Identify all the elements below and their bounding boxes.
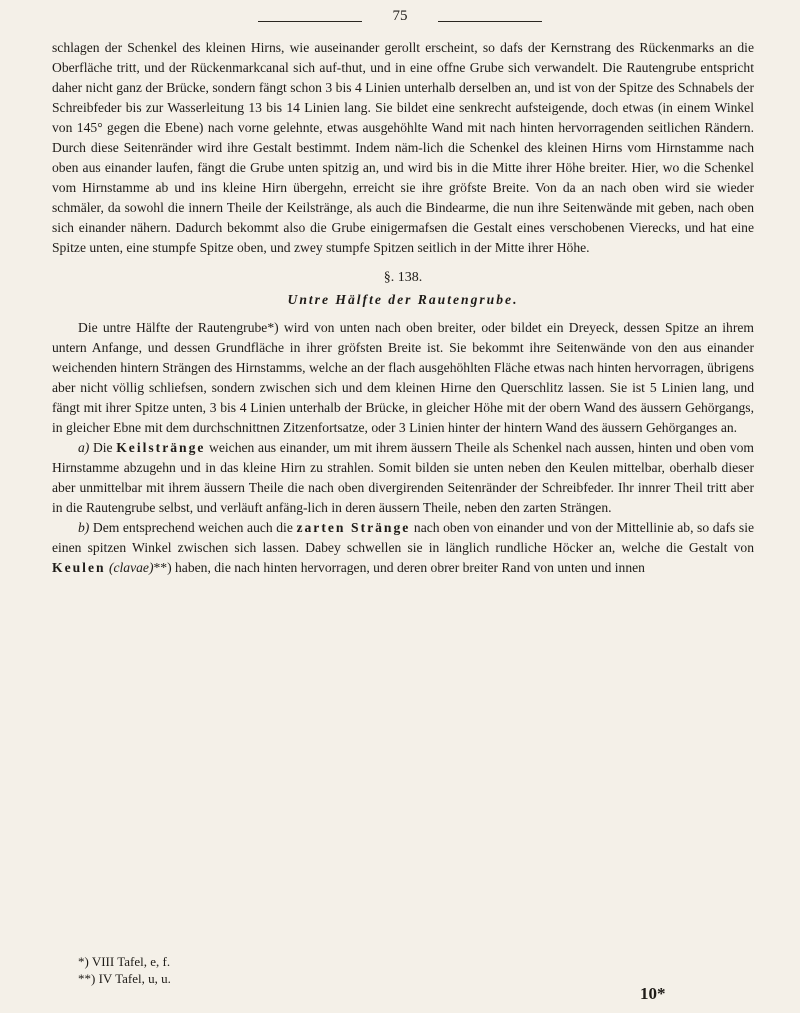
paragraph-3-pre: Die	[92, 440, 113, 455]
paragraph-2: Die untre Hälfte der Rautengrube*) wird von unten nach oben breiter, oder bildet ein Dreyeck, dessen Spitze an ihrem untern Anfange, und dessen Grundfläche in ihrer gröfsten Breite ist. Sie bekommt ihre Seitenwände von den aus einander weichenden hintern Strängen des Hirnstamms, welche an der flach ausgehöhlten Fläche etwas nach hinten hervorragen, übrigens aber nicht völlig schliefsen, sondern zwischen sich und dem kleinen Hirne den Querschlitz lassen. Sie ist 5 Linien lang, und fängt mit ihrer Spitze unten, 3 bis 4 Linien unterhalb der Brücke, in gleicher Höhe mit der obern Wand des äussern Gehörgangs, in gleicher Ebne mit dem durchschnittnen Zitzenfortsatze, oder 3 Linien hinter der hintern Wand des äussern Gehörganges an.	[52, 320, 754, 435]
page-header	[0, 8, 800, 30]
paragraph-4	[52, 518, 754, 578]
paragraph-4-end: **) haben, die nach hinten hervorragen, und deren obrer breiter Rand von unten und innen	[153, 560, 645, 575]
paragraph-3	[52, 438, 754, 518]
section-number: §. 138.	[383, 270, 423, 285]
item-label-a: a)	[78, 440, 90, 455]
term-clavae: (clavae)	[108, 560, 154, 575]
page-number: 75	[392, 8, 408, 24]
paragraph-4-mid: nach oben von einander und von der Mittellinie ab, so dafs sie einen spitzen Winkel zwischen sich lassen. Dabey schwellen sie in länglich rundliche Höcker an, welche die Gestalt von	[52, 520, 755, 555]
footnote-1: *) VIII Tafel, e, f.	[78, 954, 171, 969]
section-title: Untre Hälfte der Rautengrube.	[287, 292, 519, 307]
paragraph-4-pre: Dem entsprechend weichen auch die	[92, 520, 293, 535]
term-zarten-straenge: zarten Stränge	[296, 520, 411, 535]
paragraph-3-rest: weichen aus einander, um mit ihrem äussern Theile als Schenkel nach aussen, hinten und oben vom Hirnstamme abzugehn und in das kleine Hirn zu strahlen. Somit bilden sie unten neben den Keulen mittelbar, oberhalb dieser aber unmittelbar mit ihrem äussern Theile die nach oben divergirenden Seitenränder der Schreibfeder. Ihr innrer Theil tritt aber in die Rautengrube selbst, und verläuft anfäng-lich in deren äussern Theile, neben den zarten Strängen.	[52, 440, 754, 515]
term-keilstraenge: Keilstränge	[116, 440, 206, 455]
body-text	[52, 38, 754, 578]
footnote-2: **) IV Tafel, u, u.	[78, 971, 171, 986]
signature-mark: 10*	[640, 984, 666, 1003]
item-label-b: b)	[78, 520, 90, 535]
footnotes	[78, 953, 171, 987]
header-rule-left	[258, 21, 362, 22]
term-keulen: Keulen	[52, 560, 106, 575]
header-rule-right	[438, 21, 542, 22]
paragraph-1: schlagen der Schenkel des kleinen Hirns, wie auseinander gerollt erscheint, so dafs der Kernstrang des Rückenmarks an die Oberfläche tritt, und der Rückenmarkcanal sich auf-thut, und in eine offne Grube sich verwandelt. Die Rautengrube entspricht daher nicht ganz der Brücke, sondern fängt schon 3 bis 4 Linien unterhalb derselben an, und ist von der Spitze des Schnabels der Schreibfeder bis zur Wasserleitung 13 bis 14 Linien lang. Sie bildet eine senkrecht aufsteigende, doch etwas (in einem Winkel von 145° gegen die Ebene) nach vorne gelehnte, etwas ausgehöhlte Wand mit nach hinten hervorragenden seitlichen Rändern. Durch diese Seitenränder wird ihre Gestalt bestimmt. Indem näm-lich die Schenkel des kleinen Hirns vom Hirnstamme nach oben aus einander laufen, fängt die Grube unten spitzig an, und wird bis in die Mitte ihrer Höhe breiter. Hier, wo die Schenkel vom Hirnstamme ab und ins kleine Hirn übergehn, erreicht sie ihre gröfste Breite. Von da an nach oben wird sie wieder schmäler, da sowohl die innern Theile der Keilstränge, als auch die Bindearme, die nun ihre Seitenwände mit geben, nach oben sich einander nähern. Dadurch bekommt also die Grube einigermafsen die Gestalt eines verschobenen Vierecks, und hat eine Spitze unten, eine stumpfe Spitze oben, und zwey stumpfe Spitzen seitlich in der Mitte ihrer Höhe.	[52, 40, 754, 255]
